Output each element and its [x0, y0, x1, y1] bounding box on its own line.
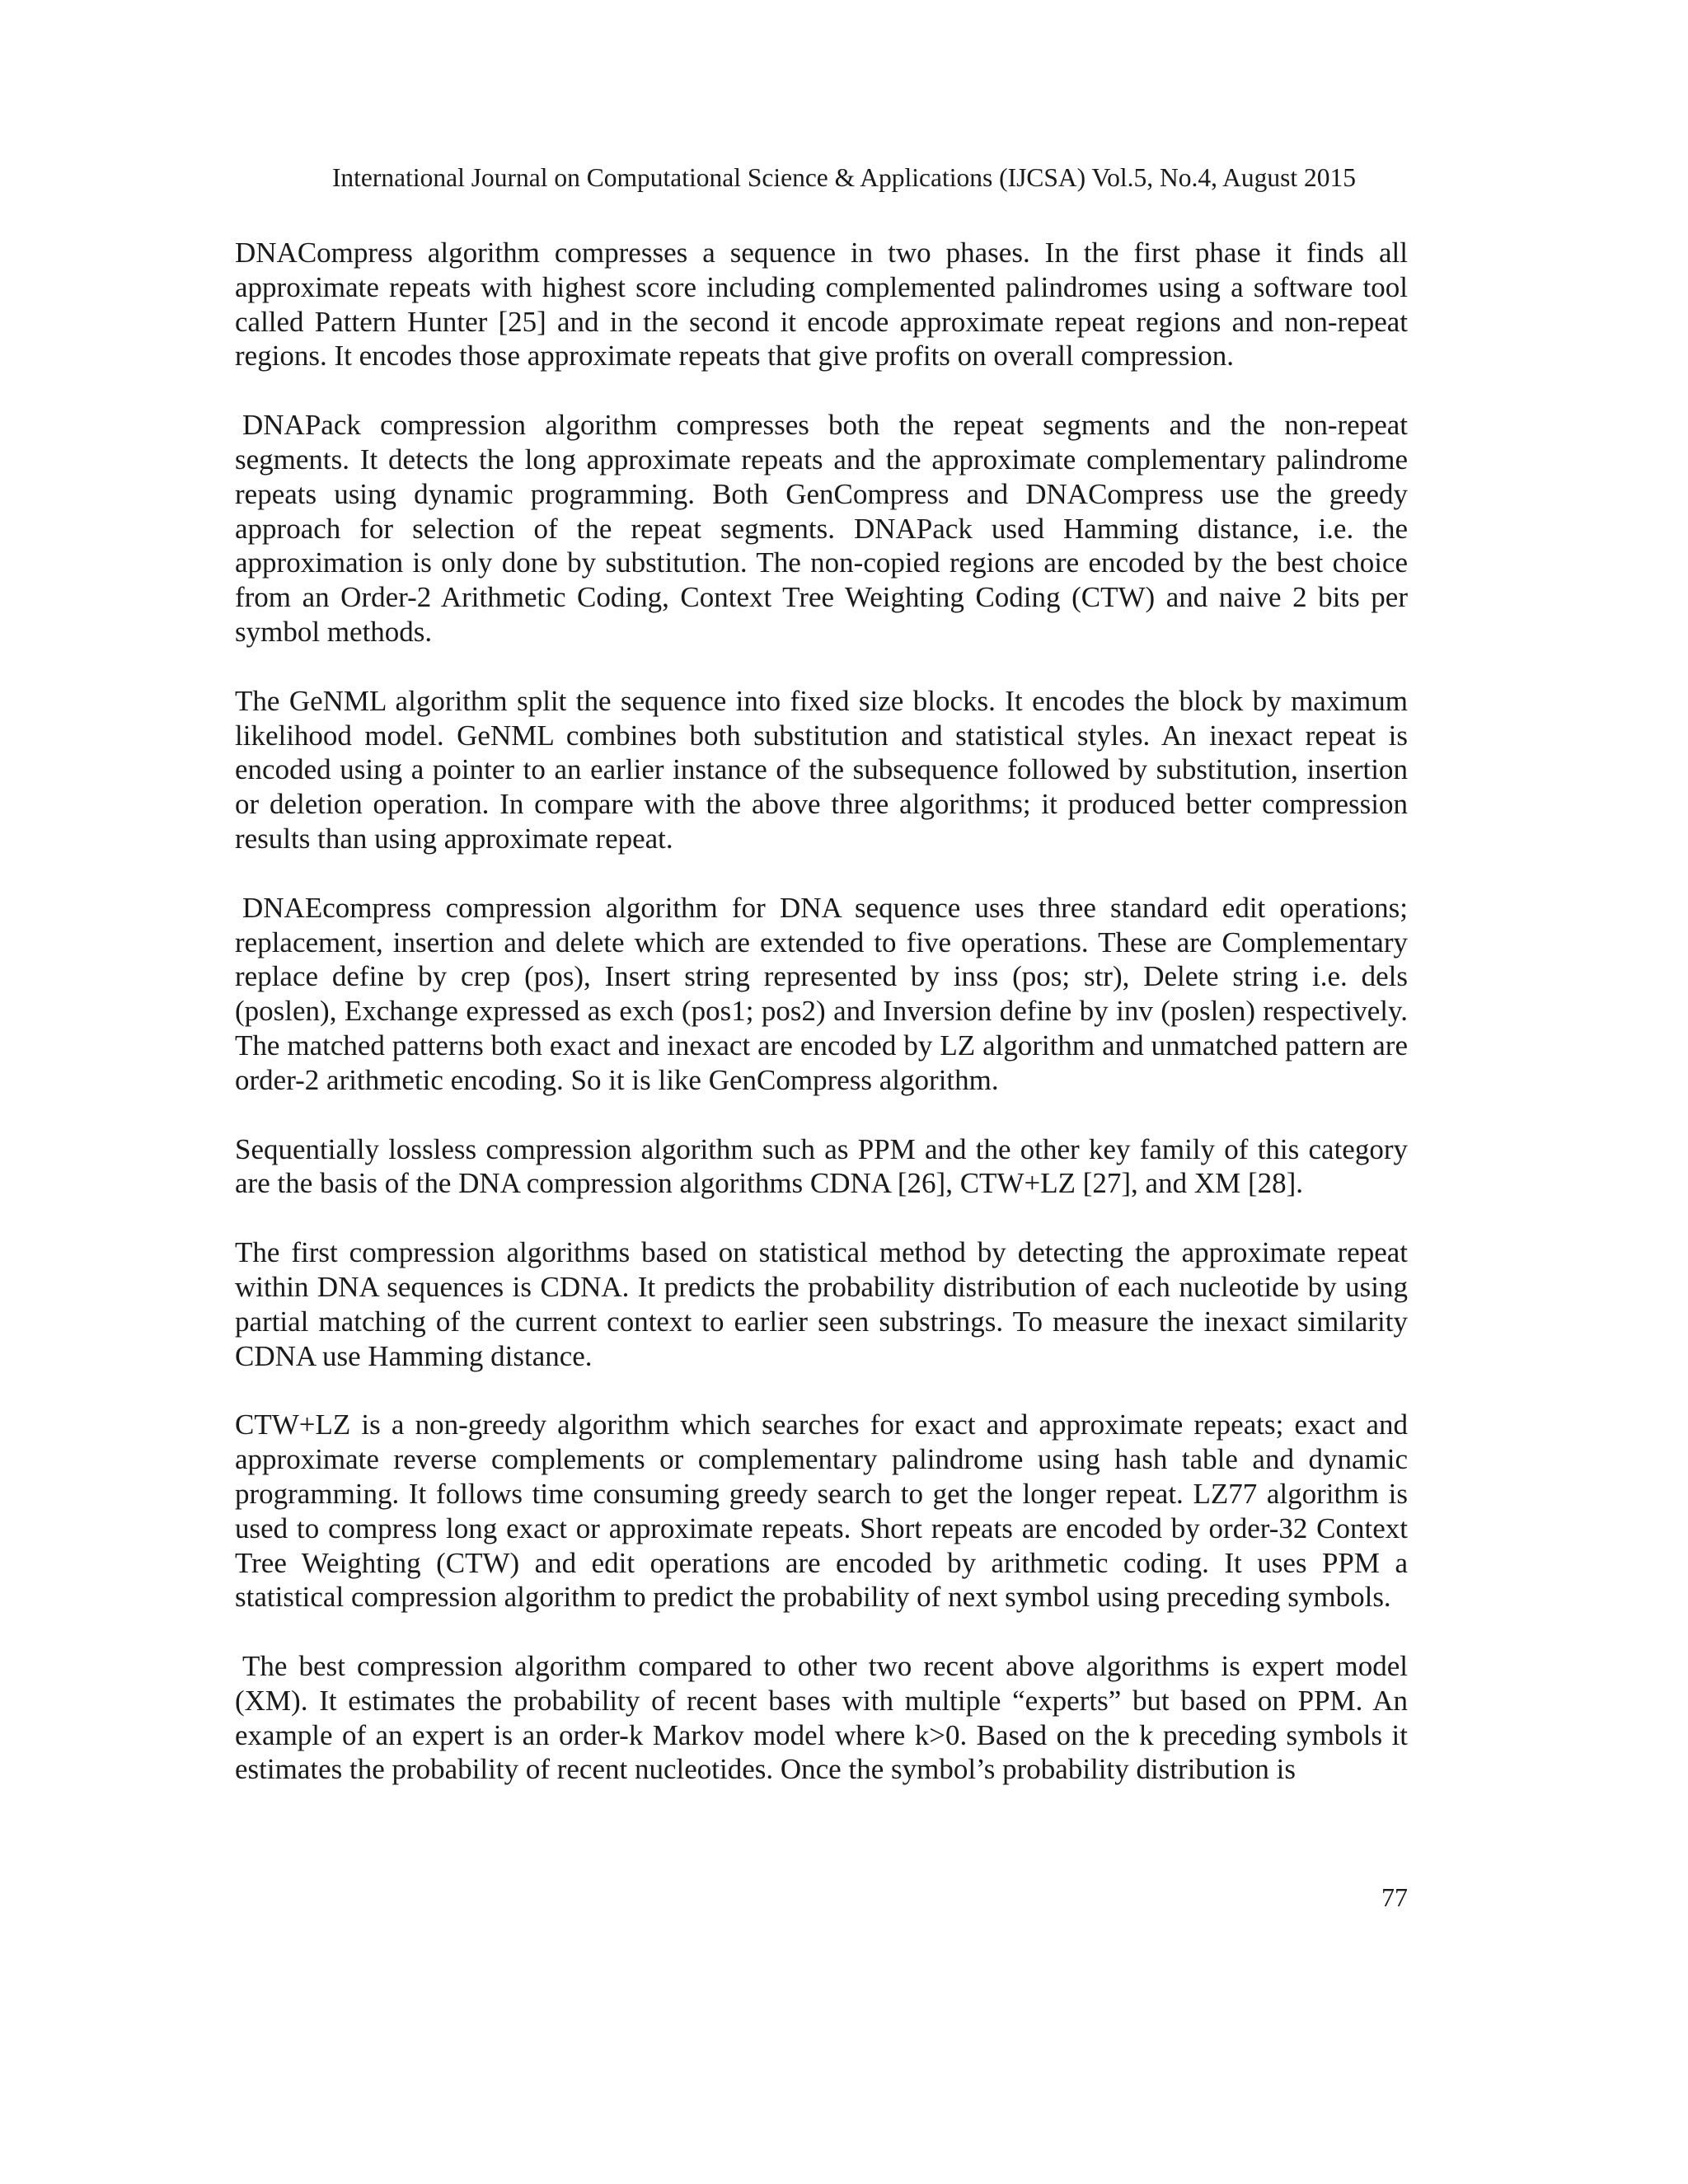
- paragraph-dnacompress: DNACompress algorithm compresses a sequence in two phases. In the first phase it finds all approximate repeats with highest score including complemented palindromes using a software tool called Pattern Hunter [25] and in the second it encode approximate repeat regions and non-repeat regions. It encodes those approximate repeats that give profits on overall compression.: [235, 237, 1408, 373]
- paragraph-xm: The best compression algorithm compared to other two recent above algorithms is expert model (XM). It estimates the probability of recent bases with multiple “experts” but based on PPM. An example of an expert is an order-k Markov model where k>0. Based on the k preceding symbols it estimates the probability of recent nucleotides. Once the symbol’s probability distribution is: [235, 1650, 1408, 1786]
- body-text: [235, 236, 1408, 1821]
- paragraph-ctw-lz: CTW+LZ is a non-greedy algorithm which searches for exact and approximate repeats; exact and approximate reverse complements or complementary palindrome using hash table and dynamic programming. It follows time consuming greedy search to get the longer repeat. LZ77 algorithm is used to compress long exact or approximate repeats. Short repeats are encoded by order-32 Context Tree Weighting (CTW) and edit operations are encoded by arithmetic coding. It uses PPM a statistical compression algorithm to predict the probability of next symbol using preceding symbols.: [235, 1408, 1408, 1614]
- paragraph-genml: The GeNML algorithm split the sequence into fixed size blocks. It encodes the block by maximum likelihood model. GeNML combines both substitution and statistical styles. An inexact repeat is encoded using a pointer to an earlier instance of the subsequence followed by substitution, insertion or deletion operation. In compare with the above three algorithms; it produced better compression results than using approximate repeat.: [235, 684, 1408, 855]
- page-number: 77: [1381, 1882, 1408, 1912]
- paragraph-cdna: The first compression algorithms based on statistical method by detecting the approximate repeat within DNA sequences is CDNA. It predicts the probability distribution of each nucleotide by using partial matching of the current context to earlier seen substrings. To measure the inexact similarity CDNA use Hamming distance.: [235, 1236, 1408, 1372]
- paragraph-dnaecompress: DNAEcompress compression algorithm for DNA sequence uses three standard edit operations; replacement, insertion and delete which are extended to five operations. These are Complementary replace define by crep (pos), Insert string represented by inss (pos; str), Delete string i.e. dels (poslen), Exchange expressed as exch (pos1; pos2) and Inversion define by inv (poslen) respectively. The matched patterns both exact and inexact are encoded by LZ algorithm and unmatched pattern are order-2 arithmetic encoding. So it is like GenCompress algorithm.: [235, 891, 1408, 1096]
- paragraph-dnapack: DNAPack compression algorithm compresses both the repeat segments and the non-repeat segments. It detects the long approximate repeats and the approximate complementary palindrome repeats using dynamic programming. Both GenCompress and DNACompress use the greedy approach for selection of the repeat segments. DNAPack used Hamming distance, i.e. the approximation is only done by substitution. The non-copied regions are encoded by the best choice from an Order-2 Arithmetic Coding, Context Tree Weighting Coding (CTW) and naive 2 bits per symbol methods.: [235, 409, 1408, 648]
- paragraph-sequential-lossless: Sequentially lossless compression algorithm such as PPM and the other key family of this category are the basis of the DNA compression algorithms CDNA [26], CTW+LZ [27], and XM [28].: [235, 1132, 1408, 1200]
- running-header: International Journal on Computational Science & Applications (IJCSA) Vol.5, No.4, August 2015: [331, 163, 1357, 192]
